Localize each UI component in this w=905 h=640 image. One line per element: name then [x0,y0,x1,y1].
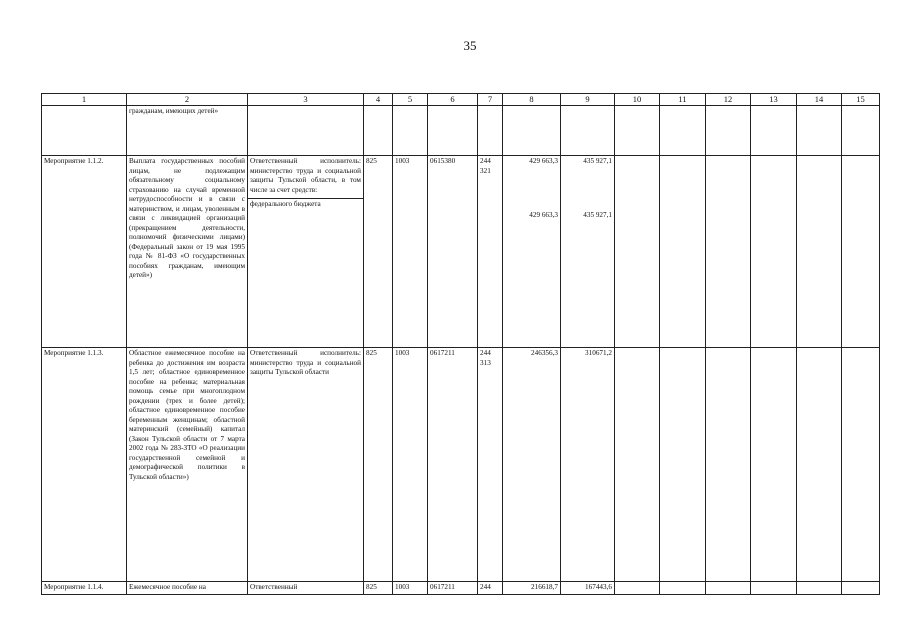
table-row [42,106,880,156]
table-cell [248,106,364,156]
table-cell [797,156,842,348]
cell-text: 429 663,3 [529,210,558,219]
cell-text: федерального бюджета [248,198,363,210]
table-cell [503,156,561,348]
table-cell: Мероприятие 1.1.4. [42,582,127,595]
table-cell [842,348,880,582]
cell-text: 435 927,1 [583,157,612,166]
table-cell: Мероприятие 1.1.3. [42,348,127,582]
cell-text: 244 [480,349,491,358]
table-cell [751,348,797,582]
table-cell: 216618,7 [503,582,561,595]
table-cell [478,348,503,582]
table-row [42,582,880,595]
table-cell [615,348,660,582]
cell-text: 321 [480,166,491,175]
column-header: 15 [842,94,880,106]
page-number: 35 [463,38,477,53]
table-cell [706,106,751,156]
table-cell [248,156,364,348]
table-cell: 825 [364,582,393,595]
column-header: 2 [127,94,248,106]
column-header: 11 [660,94,706,106]
table-cell: Мероприятие 1.1.2. [42,156,127,348]
table-cell: 0615380 [428,156,478,348]
table-cell [797,106,842,156]
column-header: 12 [706,94,751,106]
table-cell: Ответственный исполнитель: министерство труда и социальной защиты Тульской области [248,348,364,582]
table-cell [561,156,615,348]
table-cell: Областное ежемесячное пособие на ребенка до достижения им возраста 1,5 лет; областное единовременное пособие на ребенка; материальная помощь семье при многоплодном рождении (трех и более детей); областное единовременное пособие беременным женщинам; областной материнский (семейный) капитал (Закон Тульской области от 7 марта 2002 года № 283-ЗТО «О реализации государственной семейной и демографической политики в Тульской области») [127,348,248,582]
table-cell [751,582,797,595]
column-header: 4 [364,94,393,106]
table-cell [393,106,428,156]
table-cell: 246356,3 [503,348,561,582]
table-cell: 1003 [393,348,428,582]
table-cell [503,106,561,156]
table-cell [42,106,127,156]
table-cell [751,156,797,348]
table-cell [660,106,706,156]
table-cell [615,106,660,156]
table-cell [428,106,478,156]
table-row [42,156,880,348]
column-header: 7 [478,94,503,106]
table-cell: 0617211 [428,348,478,582]
table-cell [561,106,615,156]
table-cell [660,348,706,582]
table-cell: Ответственный [248,582,364,595]
table-cell: 825 [364,156,393,348]
cell-text: 313 [480,358,491,367]
column-header: 9 [561,94,615,106]
column-header: 10 [615,94,660,106]
budget-table [41,93,880,595]
table-cell [706,348,751,582]
table-cell [706,156,751,348]
table-cell [842,106,880,156]
table-cell: 244 [478,582,503,595]
header-row [42,94,880,106]
cell-text: 244 [480,157,491,166]
column-header: 14 [797,94,842,106]
table-cell: 1003 [393,582,428,595]
table-cell [364,106,393,156]
cell-text: 435 927,1 [583,210,612,219]
table-cell [797,582,842,595]
cell-text: 429 663,3 [529,157,558,166]
table-cell [797,348,842,582]
table-cell [751,106,797,156]
table-cell: 825 [364,348,393,582]
column-header: 3 [248,94,364,106]
table-cell: 310671,2 [561,348,615,582]
table-cell [706,582,751,595]
table-cell [660,582,706,595]
table-cell [660,156,706,348]
table-cell: гражданам, имеющих детей» [127,106,248,156]
table-cell [478,106,503,156]
table-cell [478,156,503,348]
cell-text: Ответственный исполнитель: министерство труда и социальной защиты Тульской области, в том числе за счет средств: [250,157,361,194]
table-cell: 1003 [393,156,428,348]
table-cell: Выплата государственных пособий лицам, не подлежащим обязательному социальному страхованию на случай временной нетрудоспособности и в связи с материнством, и лицам, уволенным в связи с ликвидацией организаций (прекращением деятельности, полномочий физическими лицами) (Федеральный закон от 19 мая 1995 года № 81-ФЗ «О государственных пособиях гражданам, имеющим детей») [127,156,248,348]
column-header: 13 [751,94,797,106]
column-header: 6 [428,94,478,106]
table-cell [842,582,880,595]
column-header: 8 [503,94,561,106]
table-cell: 0617211 [428,582,478,595]
column-header: 1 [42,94,127,106]
table-row [42,348,880,582]
column-header: 5 [393,94,428,106]
table-cell: Ежемесячное пособие на [127,582,248,595]
table-cell [615,582,660,595]
table-cell [842,156,880,348]
table-cell [615,156,660,348]
table-cell: 167443,6 [561,582,615,595]
